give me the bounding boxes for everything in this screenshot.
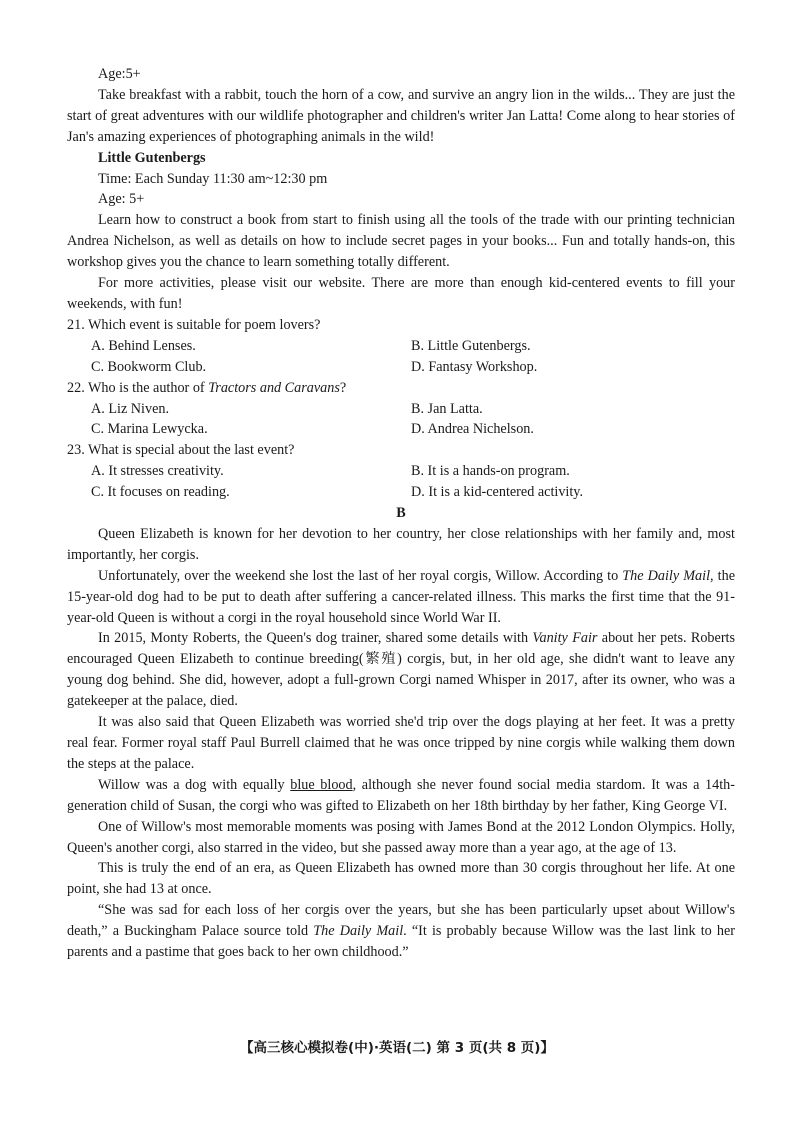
b8-publication: The Daily Mail xyxy=(313,923,404,940)
q22-option-d[interactable]: D. Andrea Nichelson. xyxy=(411,421,534,438)
b5-text-1: Willow was a dog with equally xyxy=(98,776,291,793)
q22-option-c[interactable]: C. Marina Lewycka. xyxy=(91,421,208,438)
b3-publication: Vanity Fair xyxy=(532,630,598,647)
question-22 xyxy=(67,378,735,399)
b2-publication: The Daily Mail xyxy=(622,567,711,584)
event-age: Age: 5+ xyxy=(98,191,145,208)
q23-options-row2 xyxy=(67,482,735,503)
page-content xyxy=(67,64,735,963)
q22-text: 22. Who is the author of xyxy=(67,379,209,396)
q23-option-b[interactable]: B. It is a hands-on program. xyxy=(411,463,570,480)
page-footer: 【高三核心模拟卷(中)·英语(二) 第 3 页(共 8 页)】 xyxy=(240,1040,554,1056)
behind-lenses-description: Take breakfast with a rabbit, touch the horn of a cow, and survive an angry lion in the wilds... They are just the start of great adventures with our wildlife photographer and children's writer Jan Latta! Come along to hear stories of Jan's amazing experiences of photographing animals in the wild! xyxy=(67,86,735,145)
b5-text-2: , although she never found social media stardom. It was a 14th-generation child of Susan, the corgi who was gifted to Elizabeth on her 18th birthday by her father, King George VI. xyxy=(67,776,736,814)
event-time: Time: Each Sunday 11:30 am~12:30 pm xyxy=(98,170,328,187)
q22-option-a[interactable]: A. Liz Niven. xyxy=(91,400,170,417)
passage-b-paragraph-6: One of Willow's most memorable moments was posing with James Bond at the 2012 London Olympics. Holly, Queen's another corgi, also starred in the video, but she passed away more than a year ago, at the age of 13. xyxy=(67,818,735,856)
q23-option-a[interactable]: A. It stresses creativity. xyxy=(91,463,224,480)
b2-text-1: Unfortunately, over the weekend she lost the last of her royal corgis, Willow. According to xyxy=(98,567,623,584)
b3-text-1: In 2015, Monty Roberts, the Queen's dog trainer, shared some details with xyxy=(98,630,533,647)
passage-b-paragraph-7: This is truly the end of an era, as Queen Elizabeth has owned more than 30 corgis throughout her life. At one point, she had 13 at once. xyxy=(67,860,735,898)
q22-options-row1 xyxy=(67,399,735,420)
q23-options-row1 xyxy=(67,461,735,482)
section-heading-b: B xyxy=(396,505,406,522)
q21-option-a[interactable]: A. Behind Lenses. xyxy=(91,337,196,354)
q22-mark: ? xyxy=(339,379,347,396)
q21-option-c[interactable]: C. Bookworm Club. xyxy=(91,358,207,375)
b2-text-2: , the 15-year-old dog had to be put to death after suffering a cancer-related illness. This marks the first time that the 91-year-old Queen is without a corgi in the royal household since World War II. xyxy=(67,567,735,626)
q22-book-title: Tractors and Caravans xyxy=(208,379,340,396)
b8-text-1: “She was sad for each loss of her corgis over the years, but she has been particularly upset about Willow's death,” a Buckingham Palace source told xyxy=(67,902,735,940)
q21-options-row2 xyxy=(67,357,735,378)
little-gutenbergs-description: Learn how to construct a book from start to finish using all the tools of the trade with our printing technician Andrea Nichelson, as well as details on how to include secret pages in your books... Fun and totally hands-on, this workshop gives you the chance to learn something totally different. xyxy=(67,212,735,271)
age-line: Age:5+ xyxy=(98,66,141,82)
passage-b-paragraph-5 xyxy=(67,775,735,817)
b3-text-2: about her pets. Roberts encouraged Queen Elizabeth to continue breeding(繁殖) corgis, but, in her old age, she didn't want to leave any young dog behind. She did, however, adopt a full-grown Corgi named Whisper in 2017, after its owner, who was a gatekeeper at the palace, died. xyxy=(67,630,736,710)
q21-option-d[interactable]: D. Fantasy Workshop. xyxy=(411,358,538,375)
more-activities: For more activities, please visit our website. There are more than enough kid-centered events to fill your weekends, with fun! xyxy=(67,275,735,312)
passage-b-paragraph-1: Queen Elizabeth is known for her devotion to her country, her close relationships with her family and, most importantly, her corgis. xyxy=(67,525,735,563)
q21-option-b[interactable]: B. Little Gutenbergs. xyxy=(411,337,531,354)
b8-text-2: . “It is probably because Willow was the last link to her parents and a pastime that goes back to her own childhood.” xyxy=(67,923,735,961)
passage-b-paragraph-3 xyxy=(67,628,735,712)
passage-b-paragraph-2 xyxy=(67,566,735,629)
passage-b-paragraph-4: It was also said that Queen Elizabeth was worried she'd trip over the dogs playing at her feet. It was a pretty real fear. Former royal staff Paul Burrell claimed that he was once tripped by nine corgis while walking them down the steps at the palace. xyxy=(67,714,735,772)
question-23: 23. What is special about the last event? xyxy=(67,442,295,459)
b5-underlined-phrase: blue blood xyxy=(290,776,353,793)
question-21: 21. Which event is suitable for poem lovers? xyxy=(67,316,321,333)
passage-b-paragraph-8 xyxy=(67,900,735,963)
q23-option-d[interactable]: D. It is a kid-centered activity. xyxy=(411,484,584,501)
q21-options-row1 xyxy=(67,336,735,357)
event-title-little-gutenbergs: Little Gutenbergs xyxy=(98,149,206,166)
q22-options-row2 xyxy=(67,419,735,440)
q22-option-b[interactable]: B. Jan Latta. xyxy=(411,400,483,417)
q23-option-c[interactable]: C. It focuses on reading. xyxy=(91,484,230,501)
